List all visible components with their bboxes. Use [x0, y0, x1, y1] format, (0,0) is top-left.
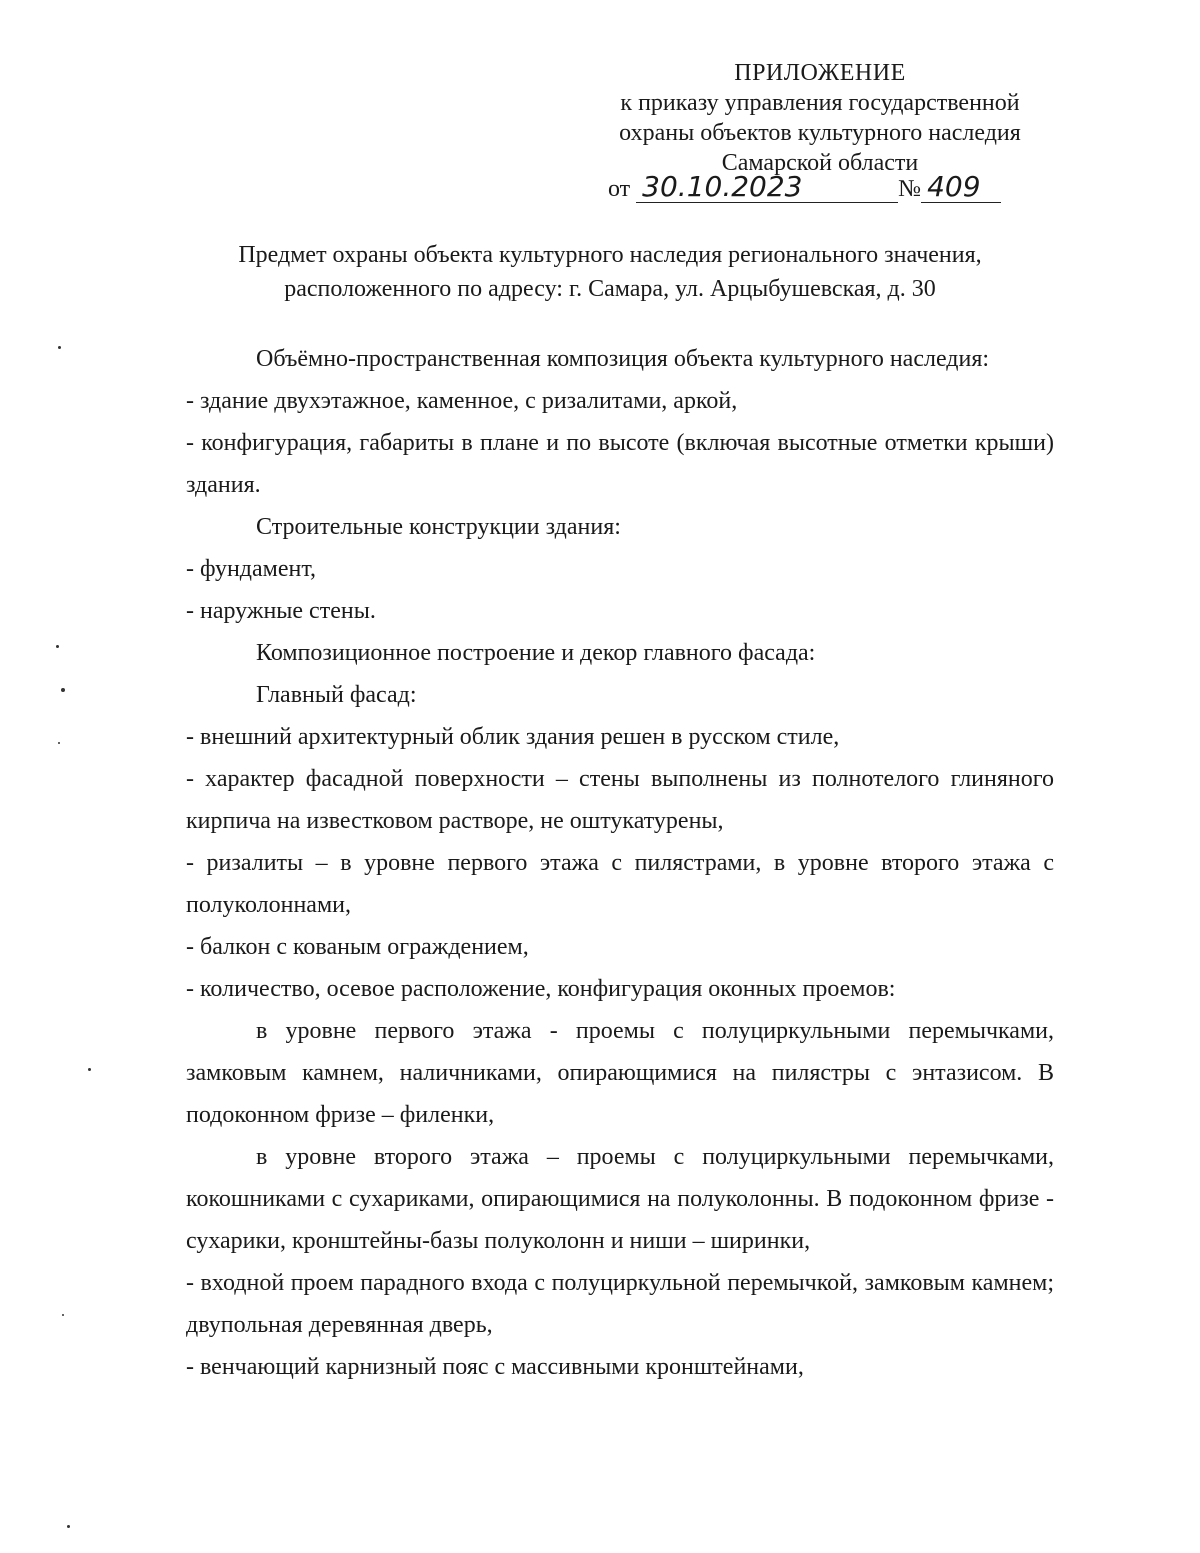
document-title	[150, 238, 1070, 306]
list-item: - характер фасадной поверхности – стены выполнены из полнотелого глиняного кирпича на известковом растворе, не оштукатурены,	[186, 766, 1054, 834]
paragraph-second-floor: в уровне второго этажа – проемы с полуциркульными перемычками, кокошниками с сухариками, опирающимися на полуколонны. В подоконном фризе - сухарики, кронштейны-базы полуколонн и ниши – ширинки,	[186, 1144, 1054, 1254]
handwritten-date: 30.10.2023	[636, 172, 898, 203]
date-prefix: от	[608, 176, 631, 202]
order-date-line	[608, 172, 1028, 204]
paragraph-composition-heading: Объёмно-пространственная композиция объекта культурного наследия:	[256, 346, 990, 372]
list-item: - балкон с кованым ограждением,	[186, 934, 529, 960]
list-item: - количество, осевое расположение, конфигурация оконных проемов:	[186, 976, 896, 1002]
appendix-line-3: Самарской области	[721, 150, 919, 176]
title-line-1: Предмет охраны объекта культурного наследия регионального значения,	[238, 242, 982, 268]
list-item: - внешний архитектурный облик здания решен в русском стиле,	[186, 724, 840, 750]
appendix-header	[560, 58, 1080, 178]
paragraph-first-floor: в уровне первого этажа - проемы с полуциркульными перемычками, замковым камнем, наличниками, опирающимися на пилястры с энтазисом. В подоконном фризе – филенки,	[186, 1018, 1054, 1128]
appendix-title: ПРИЛОЖЕНИЕ	[734, 60, 906, 86]
paragraph-main-facade-heading: Главный фасад:	[256, 682, 417, 708]
appendix-line-2: охраны объектов культурного наследия	[619, 120, 1021, 146]
scan-speck	[61, 688, 65, 692]
scan-speck	[88, 1068, 91, 1071]
scan-speck	[62, 1314, 64, 1316]
list-item: - фундамент,	[186, 556, 317, 582]
list-item: - ризалиты – в уровне первого этажа с пилястрами, в уровне второго этажа с полуколоннами,	[186, 850, 1054, 918]
list-item: - наружные стены.	[186, 598, 376, 624]
list-item: - входной проем парадного входа с полуциркульной перемычкой, замковым камнем; двупольная деревянная дверь,	[186, 1270, 1054, 1338]
scan-speck	[58, 742, 60, 744]
number-prefix: №	[898, 176, 922, 202]
title-line-2: расположенного по адресу: г. Самара, ул. Арцыбушевская, д. 30	[284, 276, 936, 302]
paragraph-structures-heading: Строительные конструкции здания:	[256, 514, 621, 540]
list-item: - конфигурация, габариты в плане и по высоте (включая высотные отметки крыши) здания.	[186, 430, 1054, 498]
handwritten-number: 409	[921, 172, 1001, 203]
list-item: - здание двухэтажное, каменное, с ризалитами, аркой,	[186, 388, 738, 414]
document-body	[186, 338, 1054, 1388]
scan-speck	[58, 346, 61, 349]
paragraph-facade-heading: Композиционное построение и декор главного фасада:	[256, 640, 816, 666]
list-item: - венчающий карнизный пояс с массивными кронштейнами,	[186, 1354, 804, 1380]
scan-speck	[67, 1525, 70, 1528]
appendix-line-1: к приказу управления государственной	[620, 90, 1020, 116]
scan-speck	[56, 645, 59, 648]
